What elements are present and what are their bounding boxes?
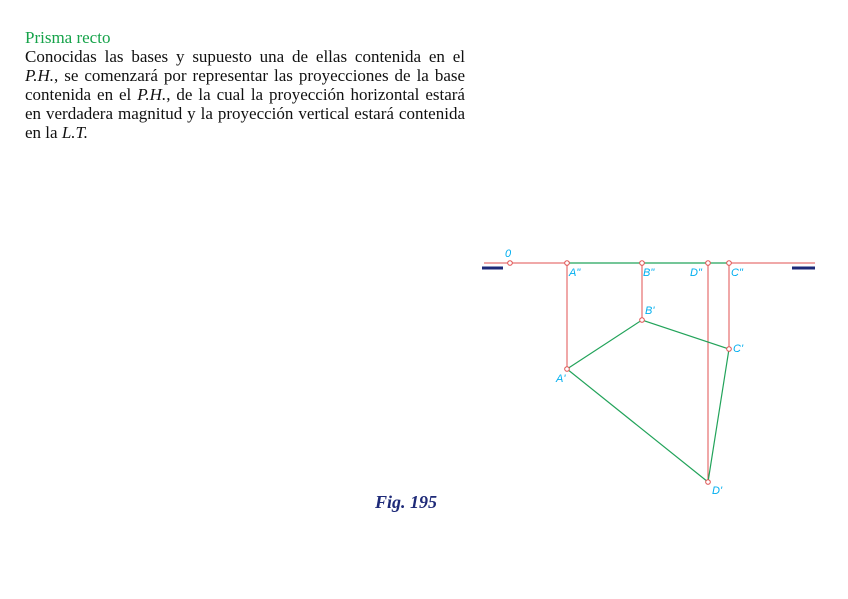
paragraph-line-3b: P.H.	[137, 85, 167, 104]
label-d2: D"	[690, 267, 702, 279]
paragraph-line-2b: P.H.	[25, 66, 54, 85]
section-heading: Prisma recto	[25, 28, 111, 47]
point-d2	[706, 261, 711, 266]
point-origin	[508, 261, 513, 266]
base-horizontal-projection	[567, 320, 729, 482]
point-b1	[640, 318, 645, 323]
point-d1	[706, 480, 711, 485]
paragraph-line-2c: , se comenzará por representar las	[53, 66, 293, 85]
paragraph-line-2a: en el	[428, 47, 465, 66]
paragraph-line-5a: y la proyección vertical estará contenida en la	[25, 104, 465, 142]
point-c2	[727, 261, 732, 266]
text-block	[25, 28, 465, 142]
label-b1: B'	[645, 305, 655, 317]
point-a2	[565, 261, 570, 266]
paragraph-line-3c: , de la cual	[166, 85, 245, 104]
label-d1: D'	[712, 485, 723, 497]
paragraph-line-4: la proyección horizontal estará en verdadera magnitud	[25, 85, 465, 123]
point-b2	[640, 261, 645, 266]
paragraph-line-1: Conocidas las bases y supuesto una de ellas contenida	[25, 47, 421, 66]
label-b2: B"	[643, 267, 655, 279]
paragraph-line-3a: proyecciones de la base contenida en el	[25, 66, 466, 104]
label-c1: C'	[733, 343, 744, 355]
label-a2: A"	[569, 267, 581, 279]
label-origin: 0	[505, 248, 512, 260]
point-a1	[565, 367, 570, 372]
body-paragraph	[25, 47, 465, 142]
paragraph-line-5b: L.T.	[61, 123, 88, 142]
figure-caption: Fig. 195	[375, 492, 438, 512]
point-c1	[727, 347, 732, 352]
label-c2: C"	[731, 267, 743, 279]
label-a1: A'	[556, 373, 566, 385]
